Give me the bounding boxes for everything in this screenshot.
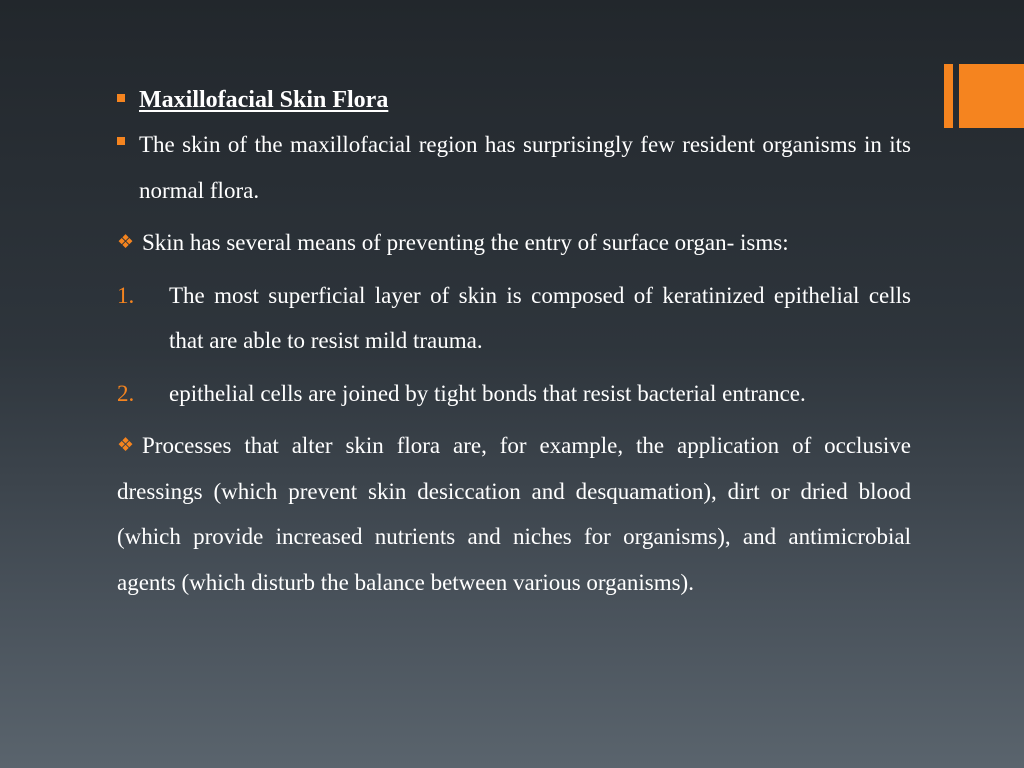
slide-title: Maxillofacial Skin Flora xyxy=(139,87,389,113)
point-skin-means-text: Skin has several means of preventing the entry of surface organ- isms: xyxy=(142,230,789,255)
intro-paragraph xyxy=(117,122,911,213)
accent-bar-thick xyxy=(959,64,1024,128)
diamond-bullet-icon: ❖ xyxy=(117,231,135,253)
item-text: The most superficial layer of skin is composed of keratinized epithelial cells that are able to resist mild trauma. xyxy=(169,282,911,353)
slide-content xyxy=(117,80,911,605)
accent-bar-thin xyxy=(944,64,953,128)
numbered-item-1 xyxy=(117,273,911,364)
intro-text: The skin of the maxillofacial region has surprisingly few resident organisms in its normal flora. xyxy=(139,132,911,203)
item-text: epithelial cells are joined by tight bonds that resist bacterial entrance. xyxy=(169,380,806,406)
point-processes xyxy=(117,423,911,605)
item-number: 2. xyxy=(117,380,135,406)
point-processes-text: Processes that alter skin flora are, for example, the application of occlusive dressings (which prevent skin desiccation and desquamation), dirt or dried blood (which provide increased nutrients and niches for organisms), and antimicrobial agents (which disturb the balance between various organisms). xyxy=(117,433,911,595)
diamond-bullet-icon: ❖ xyxy=(117,434,135,456)
square-bullet-icon xyxy=(117,94,125,102)
point-skin-means xyxy=(117,220,911,266)
square-bullet-icon xyxy=(117,137,125,145)
item-number: 1. xyxy=(117,282,135,308)
accent-bars xyxy=(944,64,1024,128)
title-row xyxy=(117,80,911,120)
numbered-item-2 xyxy=(117,371,911,417)
